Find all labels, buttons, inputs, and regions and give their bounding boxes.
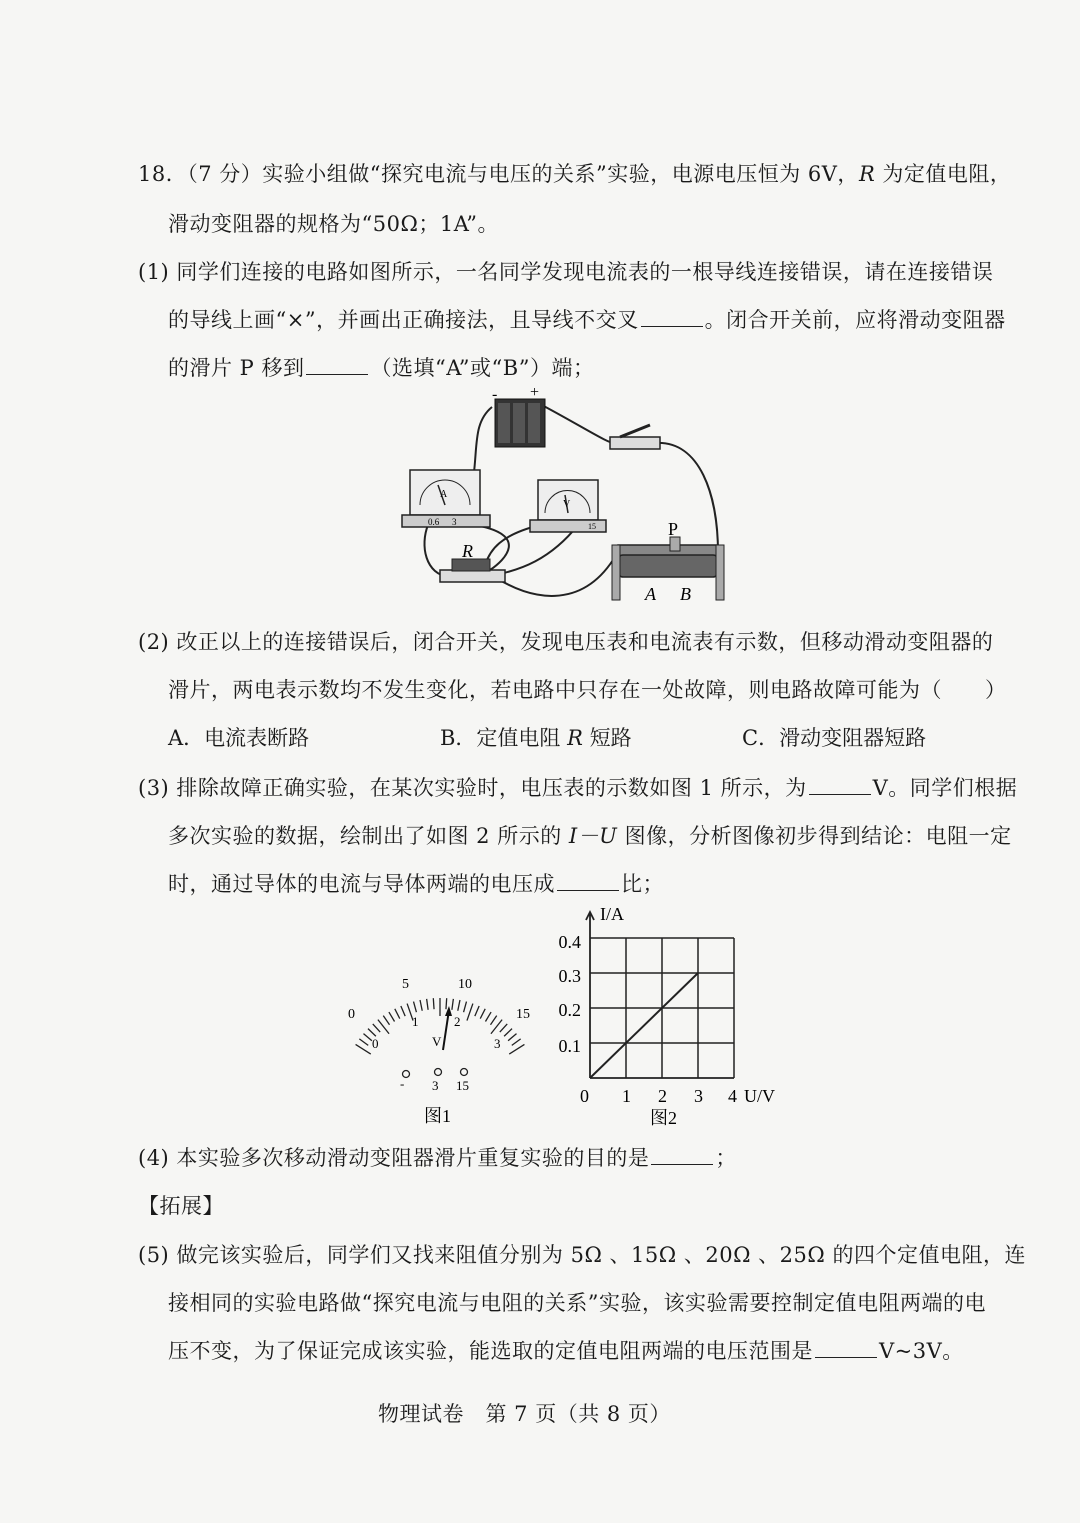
- expand-header: 【拓展】: [138, 1194, 224, 1218]
- option-B-R: R: [567, 726, 583, 750]
- part3-line3-a: 时，通过导体的电流与导体两端的电压成: [168, 872, 555, 896]
- part1-line3-a: 的滑片 P 移到: [168, 356, 305, 380]
- fig1-terminal-15-icon: [461, 1069, 468, 1076]
- rheostat-slider-P-label: P: [668, 519, 679, 539]
- fig1-outer-label-10: 10: [458, 977, 472, 992]
- fig1-scale-tick: [480, 1009, 485, 1019]
- resistor-symbol: R: [858, 162, 876, 186]
- battery-plus: +: [530, 385, 540, 401]
- fig2-x-tick-2: 2: [658, 1086, 667, 1106]
- part2-line1: (2) 改正以上的连接错误后，闭合开关，发现电压表和电流表有示数，但移动滑动变阻器的: [138, 630, 994, 654]
- fig2-x-tick-3: 3: [694, 1086, 703, 1106]
- fig2-y-axis: [586, 912, 594, 1078]
- fig1-scale-tick: [389, 1012, 395, 1021]
- fig1-scale-tick: [464, 1002, 467, 1013]
- fig2-x-axis-label: U/V: [744, 1086, 775, 1106]
- fig1-scale-tick: [359, 1039, 368, 1046]
- fig1-scale-tick: [504, 1029, 512, 1037]
- rheostat-icon: [612, 537, 724, 600]
- fig1-scale-tick: [356, 1044, 371, 1054]
- part3-line1: [138, 772, 1017, 802]
- fig1-scale-tick: [446, 998, 447, 1009]
- answer-blank-1a[interactable]: [641, 308, 703, 327]
- part5-line3: [168, 1335, 964, 1365]
- fig1-unit: V: [432, 1034, 442, 1049]
- part3-line1-a: (3) 排除故障正确实验，在某次实验时，电压表的示数如图 1 所示，为: [138, 776, 807, 800]
- fig1-scale-tick: [420, 1000, 422, 1011]
- fig1-scale-tick: [485, 1012, 491, 1021]
- fig1-scale-tick: [475, 1006, 479, 1016]
- fig1-inner-label-0: 0: [372, 1036, 379, 1051]
- fig1-terminal-neg: -: [400, 1076, 405, 1091]
- fig1-scale-tick: [458, 1000, 460, 1011]
- fig2-y-tick-0.1: 0.1: [558, 1036, 581, 1056]
- option-B-text-b: 短路: [582, 726, 632, 750]
- part1-line2: [168, 304, 1006, 334]
- fig1-inner-label-3: 3: [494, 1036, 501, 1051]
- part2-line2: 滑片，两电表示数均不发生变化，若电路中只存在一处故障，则电路故障可能为（ ）: [168, 678, 1007, 702]
- resistor-icon: [440, 559, 505, 582]
- battery-icon: [495, 399, 545, 447]
- part5-line1: (5) 做完该实验后，同学们又找来阻值分别为 5Ω 、15Ω 、20Ω 、25Ω 的四个定值电阻，连: [138, 1243, 1026, 1267]
- part4-text-b: ；: [715, 1146, 737, 1170]
- fig1-scale-tick: [490, 1016, 496, 1025]
- part3-line2: [168, 820, 1012, 850]
- battery-minus: -: [492, 386, 498, 403]
- part1-line2-a: 的导线上画“×”，并画出正确接法，且导线不交叉: [168, 308, 639, 332]
- fig1-scale-tick: [373, 1024, 380, 1032]
- option-A[interactable]: A．电流表断路: [168, 726, 310, 750]
- part3-line2-a: 多次实验的数据，绘制出了如图 2 所示的: [168, 824, 569, 848]
- answer-blank-4[interactable]: [651, 1146, 713, 1165]
- part4-text-a: (4) 本实验多次移动滑动变阻器滑片重复实验的目的是: [138, 1146, 650, 1170]
- voltmeter-15-label: 15: [588, 522, 596, 531]
- fig1-scale-tick: [383, 1016, 389, 1025]
- part5-line2: 接相同的实验电路做“探究电流与电阻的关系”实验，该实验需要控制定值电阻两端的电: [168, 1291, 986, 1315]
- question-header-text-b: 为定值电阻，: [875, 162, 1012, 186]
- option-B[interactable]: [440, 722, 632, 752]
- ammeter-0.6-label: 0.6: [428, 517, 440, 527]
- voltmeter-unit: V: [563, 499, 571, 510]
- fig1-scale-tick: [395, 1009, 400, 1019]
- fig1-terminal-15: 15: [456, 1078, 469, 1093]
- part1-line3-b: （选填“A”或“B”）端；: [370, 356, 595, 380]
- resistor-label: R: [462, 541, 473, 561]
- figure1-voltmeter-dial: [340, 970, 540, 1130]
- fig1-outer-label-0: 0: [348, 1007, 355, 1022]
- figure2-IU-chart: [548, 900, 798, 1132]
- rheostat-terminal-A-label: A: [645, 584, 656, 604]
- fig2-caption: 图2: [650, 1108, 677, 1128]
- fig1-scale-tick: [452, 999, 453, 1010]
- fig1-scale-tick: [401, 1006, 405, 1016]
- fig1-inner-label-1: 1: [412, 1014, 419, 1029]
- fig1-outer-label-15: 15: [516, 1007, 530, 1022]
- fig1-scale-tick: [512, 1039, 521, 1046]
- part3-IU: I－U: [568, 824, 618, 848]
- fig1-scale-tick: [414, 1002, 417, 1013]
- fig1-terminal-3: 3: [432, 1078, 439, 1093]
- fig1-scale-tick: [433, 998, 434, 1009]
- fig2-y-tick-0.4: 0.4: [558, 932, 581, 952]
- answer-blank-1b[interactable]: [306, 356, 368, 375]
- fig2-y-axis-label: I/A: [600, 904, 624, 924]
- part3-line1-b: V。同学们根据: [872, 776, 1018, 800]
- fig1-scale-tick: [427, 999, 428, 1010]
- fig1-inner-label-2: 2: [454, 1014, 461, 1029]
- page-footer: 物理试卷 第 7 页（共 8 页）: [378, 1402, 671, 1426]
- part5-line3-a: 压不变，为了保证完成该实验，能选取的定值电阻两端的电压范围是: [168, 1339, 813, 1363]
- fig1-outer-label-5: 5: [402, 977, 409, 992]
- part3-line3: [168, 868, 664, 898]
- part1-line3: [168, 352, 594, 382]
- fig2-y-tick-0.2: 0.2: [558, 1000, 581, 1020]
- fig2-x-tick-0: 0: [580, 1086, 589, 1106]
- ammeter-3-label: 3: [452, 517, 457, 527]
- fig1-scale-tick: [467, 1004, 473, 1021]
- fig2-x-tick-1: 1: [622, 1086, 631, 1106]
- question-header-line2: 滑动变阻器的规格为“50Ω；1A”。: [168, 212, 500, 236]
- answer-blank-3b[interactable]: [557, 872, 619, 891]
- part1-line1: (1) 同学们连接的电路如图所示，一名同学发现电流表的一根导线连接错误，请在连接错误: [138, 260, 994, 284]
- fig2-series-line: [590, 973, 698, 1078]
- part4-line: [138, 1142, 737, 1172]
- fig1-caption: 图1: [424, 1106, 451, 1126]
- fig1-scale-tick: [509, 1044, 524, 1054]
- part5-line3-b: V~3V。: [879, 1339, 964, 1363]
- answer-blank-5[interactable]: [815, 1339, 877, 1358]
- fig1-scale-tick: [508, 1034, 516, 1041]
- fig1-scale-tick: [363, 1034, 371, 1041]
- option-B-text-a: B．定值电阻: [440, 726, 568, 750]
- fig2-x-tick-4: 4: [728, 1086, 737, 1106]
- switch-icon: [610, 425, 660, 449]
- fig1-terminal-3-icon: [435, 1069, 442, 1076]
- question-header: [138, 158, 1011, 188]
- rheostat-terminal-B-label: B: [680, 584, 691, 604]
- question-header-text-a: 18．（7 分）实验小组做“探究电流与电压的关系”实验，电源电压恒为 6V，: [138, 162, 859, 186]
- part3-line3-b: 比；: [621, 872, 664, 896]
- option-C[interactable]: C．滑动变阻器短路: [742, 726, 927, 750]
- answer-blank-3a[interactable]: [809, 776, 871, 795]
- part1-line2-b: 。闭合开关前，应将滑动变阻器: [704, 308, 1006, 332]
- fig2-y-tick-0.3: 0.3: [558, 966, 581, 986]
- ammeter-unit: A: [440, 489, 448, 500]
- circuit-diagram: [380, 385, 740, 610]
- fig1-scale-tick: [500, 1024, 507, 1032]
- part3-line2-b: 图像，分析图像初步得到结论：电阻一定: [617, 824, 1012, 848]
